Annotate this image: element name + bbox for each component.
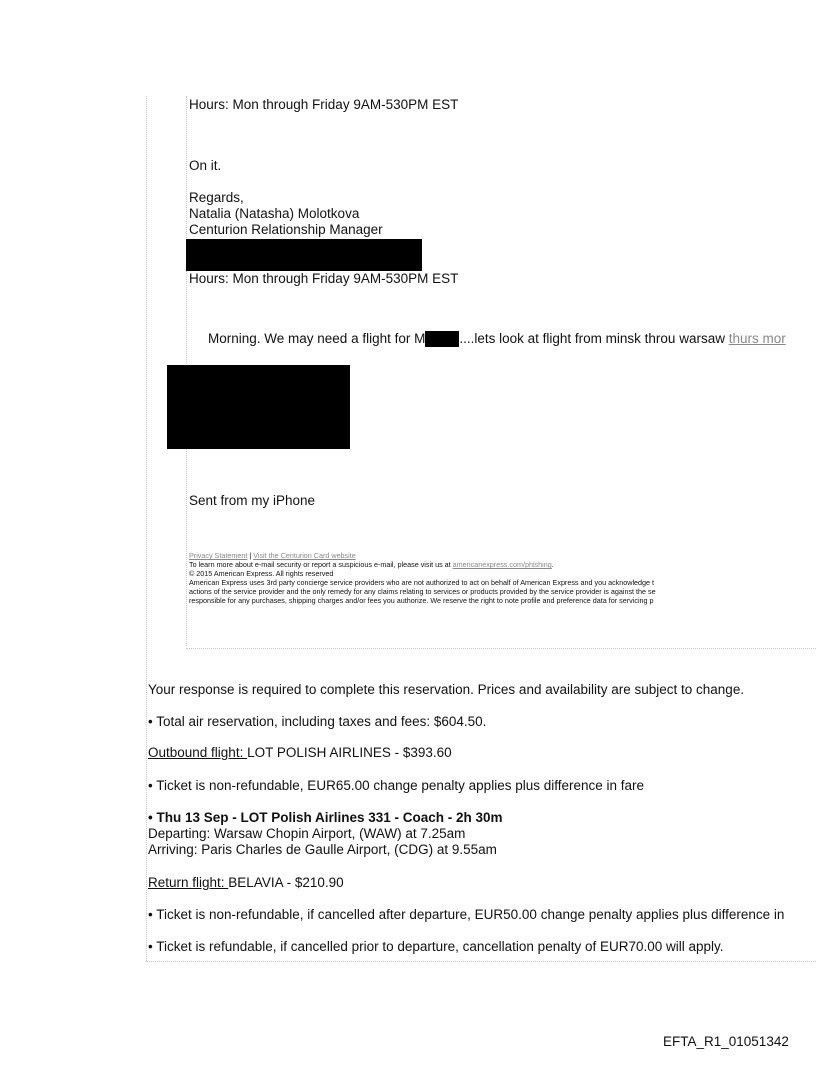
- outer-quote-bottom-rule: [146, 961, 816, 962]
- date-link[interactable]: thurs mor: [728, 331, 786, 346]
- hours-line-2: Hours: Mon through Friday 9AM-530PM EST: [189, 271, 459, 286]
- centurion-website-link[interactable]: Visit the Centurion Card website: [253, 551, 356, 560]
- footer-security-line: [189, 560, 554, 569]
- footer-separator: |: [247, 551, 254, 560]
- return-ticket-terms-1: • Ticket is non-refundable, if cancelled after departure, EUR50.00 change penalty applies plus difference in: [148, 907, 785, 922]
- total-fare: • Total air reservation, including taxes and fees: $604.50.: [148, 714, 487, 729]
- sent-from-line: Sent from my iPhone: [189, 493, 316, 508]
- footer-security-end: .: [551, 560, 554, 569]
- morning-message: [208, 331, 786, 347]
- signature-regards: Regards,: [189, 190, 244, 205]
- flight-heading-text: • Thu 13 Sep - LOT Polish Airlines 331 - Coach - 2h 30m: [148, 810, 503, 825]
- return-flight-line: [148, 875, 344, 891]
- flight-heading: [148, 810, 503, 826]
- footer-links: [189, 551, 356, 560]
- footer-disclaimer-2: actions of the service provider and the only remedy for any claims relating to services or products provided by the service provider is against the se: [189, 587, 656, 596]
- reservation-notice: Your response is required to complete this reservation. Prices and availability are subject to change.: [148, 682, 745, 697]
- inner-quote-bottom-rule: [186, 648, 816, 649]
- return-flight-value: BELAVIA - $210.90: [228, 875, 344, 890]
- phishing-link[interactable]: americanexpress.com/phishing: [452, 560, 552, 569]
- outbound-flight-value: LOT POLISH AIRLINES - $393.60: [247, 745, 452, 760]
- outbound-ticket-terms: • Ticket is non-refundable, EUR65.00 change penalty applies plus difference in fare: [148, 778, 645, 793]
- outbound-flight-line: [148, 745, 452, 761]
- arriving-line: Arriving: Paris Charles de Gaulle Airport, (CDG) at 9.55am: [148, 842, 497, 857]
- outer-quote-rule: [146, 96, 147, 961]
- footer-disclaimer-1: American Express uses 3rd party concierge service providers who are not authorized to act on behalf of American Express and you acknowledge t: [189, 578, 655, 587]
- outbound-flight-label: Outbound flight:: [148, 745, 248, 760]
- return-flight-label: Return flight:: [148, 875, 229, 890]
- signature-name: Natalia (Natasha) Molotkova: [189, 206, 360, 221]
- reply-text: On it.: [189, 158, 222, 173]
- signature-role: Centurion Relationship Manager: [189, 222, 383, 237]
- footer-disclaimer-3: responsible for any purchases, shipping charges and/or fees you authorize. We reserve the right to note profile and preference data for servicing p: [189, 596, 654, 605]
- footer-security-text: To learn more about e-mail security or report a suspicious e-mail, please visit us at: [189, 560, 453, 569]
- return-ticket-terms-2: • Ticket is refundable, if cancelled prior to departure, cancellation penalty of EUR70.00 will apply.: [148, 939, 724, 954]
- redaction-block: [186, 239, 422, 271]
- footer-copyright: © 2015 American Express. All rights reserved: [189, 569, 334, 578]
- morning-text-start: Morning. We may need a flight for M: [208, 331, 426, 346]
- privacy-statement-link[interactable]: Privacy Statement: [189, 551, 248, 560]
- hours-line: Hours: Mon through Friday 9AM-530PM EST: [189, 97, 459, 112]
- redaction-inline: [425, 331, 459, 347]
- document-id: EFTA_R1_01051342: [663, 1034, 789, 1049]
- departing-line: Departing: Warsaw Chopin Airport, (WAW) at 7.25am: [148, 826, 466, 841]
- morning-text-end: ....lets look at flight from minsk throu warsaw: [459, 331, 729, 346]
- redaction-image-block: [167, 365, 350, 449]
